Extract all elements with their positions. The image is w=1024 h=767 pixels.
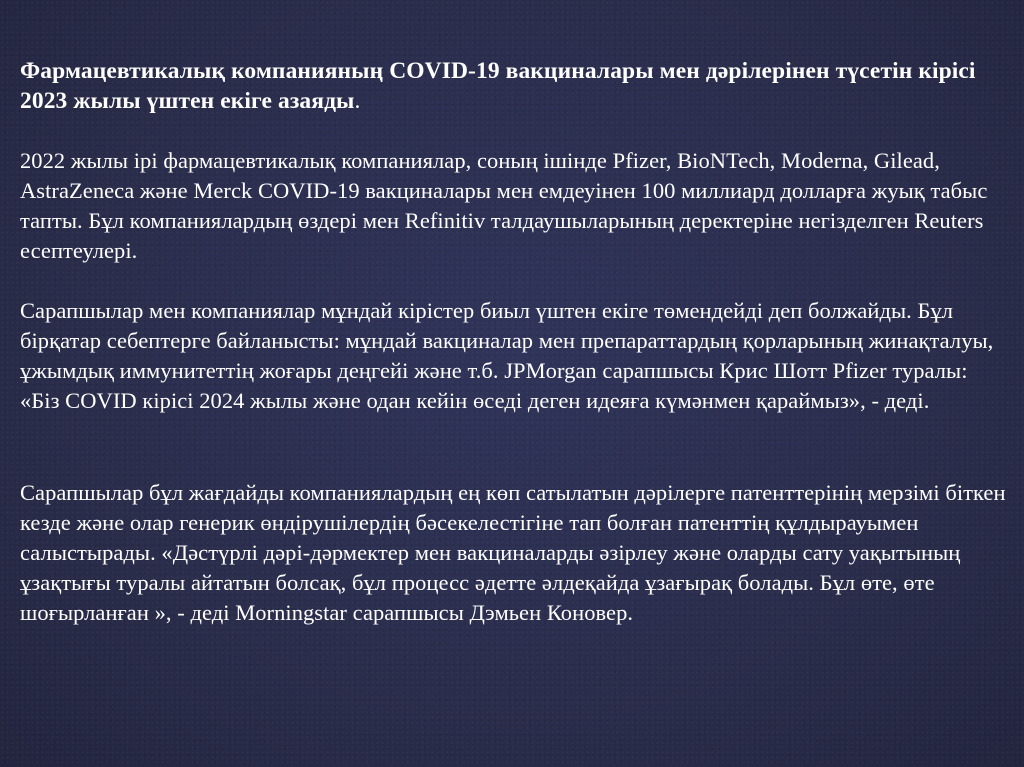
paragraph-analyst-forecast: Сарапшылар мен компаниялар мұндай кірістер биыл үштен екіге төмендейді деп болжайды. Бұл бірқатар себептерге байланысты: мұндай вакциналар мен препараттардың қорларының жинақталуы, ұжымдық иммунитеттің жоғары деңгейі және т.б. JPMorgan сарапшысы Крис Шотт Pfizer туралы: «Біз COVID кірісі 2024 жылы және одан кейін өседі деген идеяға күмәнмен қараймыз», - деді. (20, 298, 994, 413)
paragraph-revenue-2022: 2022 жылы ірі фармацевтикалық компаниялар, соның ішінде Pfizer, BioNTech, Moderna, Gilead, AstraZeneca және Merck COVID-19 вакциналары мен емдеуінен 100 миллиард долларға жуық табыс тапты. Бұл компаниялардың өздері мен Refinitiv талдаушыларының деректеріне негізделген Reuters есептеулері. (20, 148, 988, 263)
slide-heading-period: . (354, 88, 361, 114)
paragraph-patent-comparison: Сарапшылар бұл жағдайды компаниялардың ең көп сатылатын дәрілерге патенттерінің мерзімі біткен кезде және олар генерик өндірушілердің бәсекелестігіне тап болған патенттің құлдырауымен салыстырады. «Дәстүрлі дәрі-дәрмектер мен вакциналарды әзірлеу және оларды сату уақытының ұзақтығы туралы айтатын болсақ, бұл процесс әдетте әлдеқайда ұзағырақ болады. Бұл өте, өте шоғырланған », - деді Morningstar сарапшысы Дэмьен Коновер. (20, 480, 1006, 625)
slide-content (20, 56, 1010, 628)
slide-heading (20, 56, 1010, 116)
slide-heading-text: Фармацевтикалық компанияның COVID-19 вакциналары мен дәрілерінен түсетін кірісі 2023 жылы үштен екіге азаяды (20, 58, 976, 114)
